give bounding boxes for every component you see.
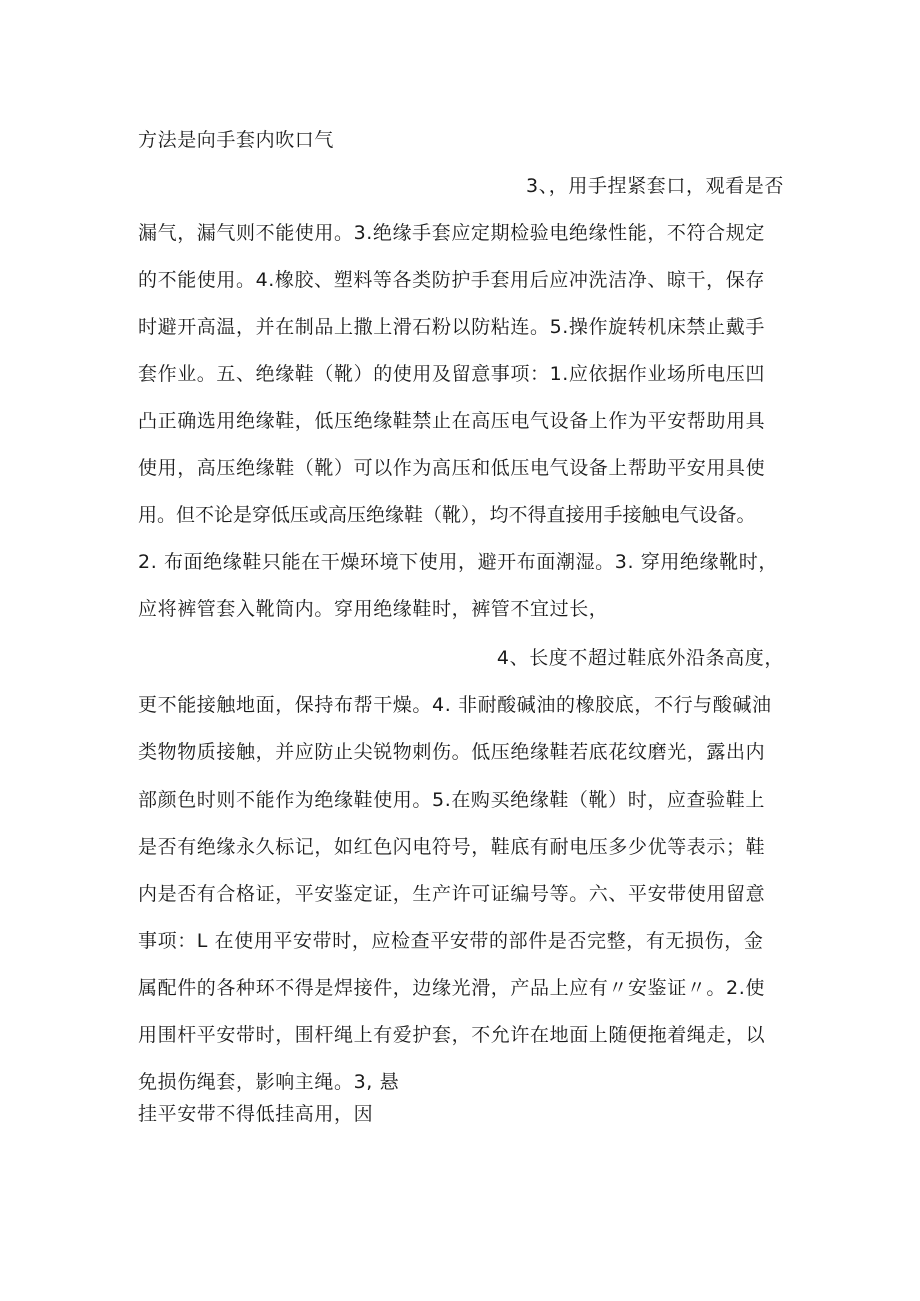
text-line-1: 方法是向手套内吹口气 — [138, 129, 335, 151]
text-line-17: 内是否有合格证，平安鉴定证，生产许可证编号等。六、平安带使用留意 — [138, 883, 766, 905]
text-line-9: 用。但不论是穿低压或高压绝缘鞋（靴），均不得直接用手接触电气设备。 — [138, 504, 756, 526]
text-line-16: 是否有绝缘永久标记，如红色闪电符号，鞋底有耐电压多少优等表示；鞋 — [138, 836, 766, 858]
text-line-7: 凸正确选用绝缘鞋，低压绝缘鞋禁止在高压电气设备上作为平安帮助用具 — [138, 410, 766, 432]
text-line-15: 部颜色时则不能作为绝缘鞋使用。5.在购买绝缘鞋（靴）时，应查验鞋上 — [138, 789, 765, 811]
text-line-14: 类物物质接触，并应防止尖锐物刺伤。低压绝缘鞋若底花纹磨光，露出内 — [138, 741, 766, 763]
text-line-8: 使用，高压绝缘鞋（靴）可以作为高压和低压电气设备上帮助平安用具使 — [138, 457, 766, 479]
text-line-20: 用围杆平安带时，围杆绳上有爱护套，不允许在地面上随便拖着绳走，以 — [138, 1024, 766, 1046]
text-line-11: 应将裤管套入靴筒内。穿用绝缘鞋时，裤管不宜过长， — [138, 598, 609, 620]
text-line-3: 漏气，漏气则不能使用。3.绝缘手套应定期检验电绝缘性能，不符合规定 — [138, 222, 765, 244]
text-line-21: 免损伤绳套，影响主绳。3, 悬 — [138, 1071, 400, 1093]
text-line-4: 的不能使用。4.橡胶、塑料等各类防护手套用后应冲洗洁净、晾干，保存 — [138, 269, 765, 291]
text-line-10: 2. 布面绝缘鞋只能在干燥环境下使用，避开布面潮湿。3. 穿用绝缘靴时， — [138, 551, 778, 573]
text-line-18: 事项：L 在使用平安带时，应检查平安带的部件是否完整，有无损伤，金 — [138, 930, 764, 952]
text-line-12: 4、长度不超过鞋底外沿条高度， — [496, 647, 784, 669]
text-line-19: 属配件的各种环不得是焊接件，边缘光滑，产品上应有〃安鉴证〃。2.使 — [138, 977, 765, 999]
text-line-6: 套作业。五、绝缘鞋（靴）的使用及留意事项：1.应依据作业场所电压凹 — [138, 363, 765, 385]
text-line-2: 3、，用手捏紧套口，观看是否 — [526, 175, 784, 197]
text-line-13: 更不能接触地面，保持布帮干燥。4. 非耐酸碱油的橡胶底，不行与酸碱油 — [138, 694, 772, 716]
text-line-22: 挂平安带不得低挂高用，因 — [138, 1103, 374, 1125]
text-line-5: 时避开高温，并在制品上撒上滑石粉以防粘连。5.操作旋转机床禁止戴手 — [138, 316, 765, 338]
